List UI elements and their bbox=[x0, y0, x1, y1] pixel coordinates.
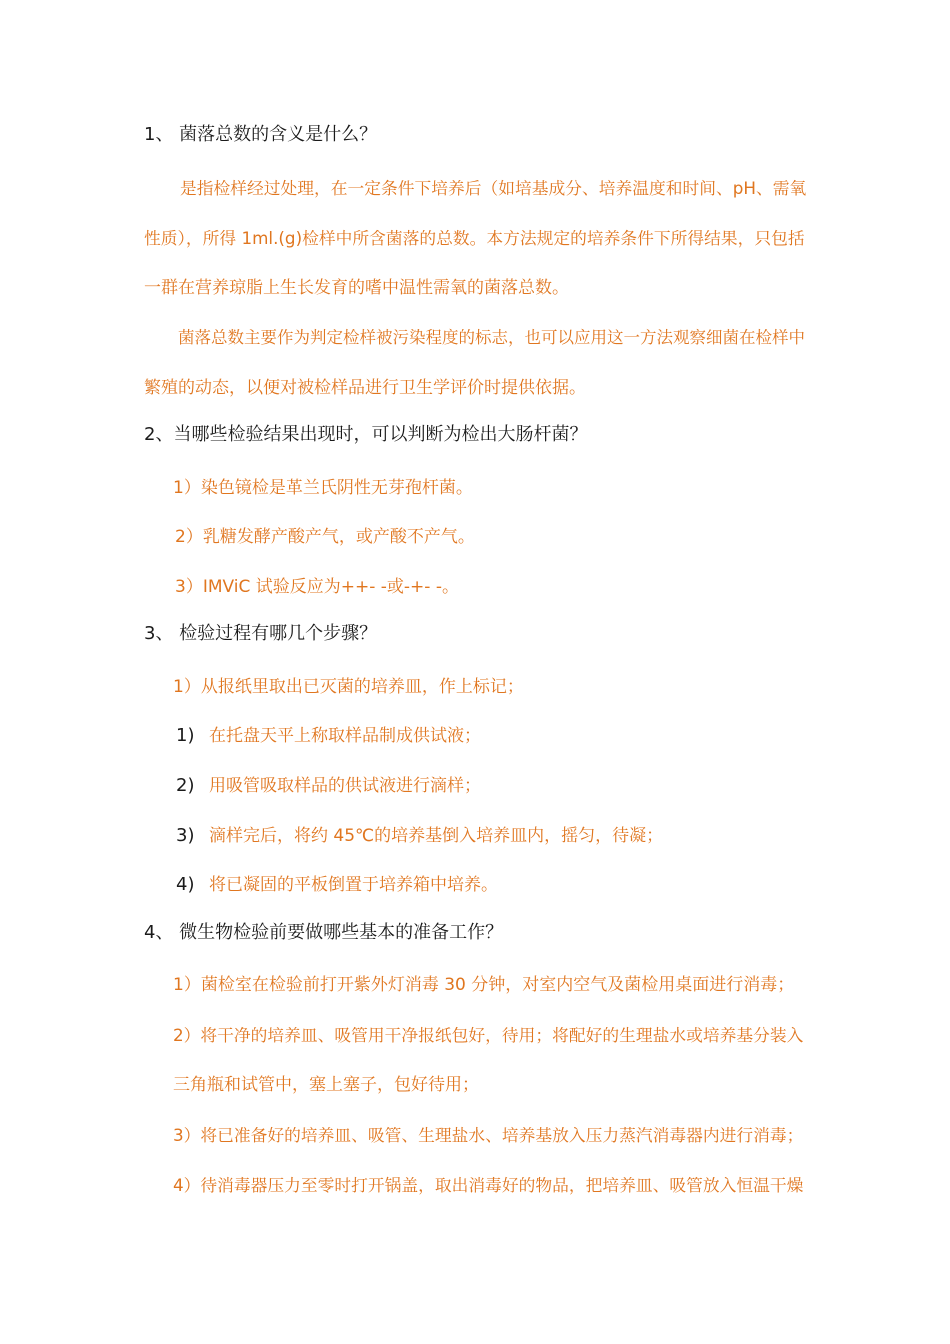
step-row bbox=[176, 775, 481, 797]
answer-2-item-1: 1）染色镜检是革兰氏阴性无芽孢杆菌。 bbox=[173, 478, 473, 498]
answer-2-item-3: 3）IMViC 试验反应为++- -或-+- -。 bbox=[175, 577, 459, 597]
step-text: 滴样完后，将约 45℃的培养基倒入培养皿内，摇匀，待凝； bbox=[209, 826, 664, 846]
answer-4-line-1: 1）菌检室在检验前打开紫外灯消毒 30 分钟，对室内空气及菌检用桌面进行消毒； bbox=[173, 975, 795, 995]
step-text: 用吸管吸取样品的供试液进行滴样； bbox=[209, 776, 481, 796]
answer-1-line-3: 一群在营养琼脂上生长发育的嗜中温性需氧的菌落总数。 bbox=[144, 278, 569, 298]
answer-1-line-4: 菌落总数主要作为判定检样被污染程度的标志，也可以应用这一方法观察细菌在检样中 bbox=[178, 328, 805, 347]
question-4: 4、 微生物检验前要做哪些基本的准备工作？ bbox=[144, 922, 504, 943]
step-row bbox=[176, 874, 498, 896]
step-row bbox=[176, 725, 481, 747]
answer-4-line-2: 2）将干净的培养皿、吸管用干净报纸包好，待用；将配好的生理盐水或培养基分装入 bbox=[173, 1025, 804, 1045]
step-text: 将已凝固的平板倒置于培养箱中培养。 bbox=[209, 875, 498, 895]
question-1: 1、 菌落总数的含义是什么？ bbox=[144, 124, 378, 145]
answer-1-line-5: 繁殖的动态，以便对被检样品进行卫生学评价时提供依据。 bbox=[144, 378, 586, 398]
step-text: 在托盘天平上称取样品制成供试液； bbox=[209, 726, 481, 746]
answer-4-line-4: 3）将已准备好的培养皿、吸管、生理盐水、培养基放入压力蒸汽消毒器内进行消毒； bbox=[173, 1125, 804, 1145]
step-row bbox=[176, 825, 663, 847]
step-number: 2) bbox=[176, 775, 195, 796]
step-number: 4) bbox=[176, 874, 195, 895]
answer-1-line-2: 性质），所得 1ml.(g)检样中所含菌落的总数。本方法规定的培养条件下所得结果，只包括 bbox=[144, 228, 805, 248]
answer-4-line-3: 三角瓶和试管中，塞上塞子，包好待用； bbox=[173, 1075, 479, 1095]
question-3: 3、 检验过程有哪几个步骤？ bbox=[144, 623, 378, 644]
step-number: 3) bbox=[176, 825, 195, 846]
answer-4-line-5: 4）待消毒器压力至零时打开锅盖，取出消毒好的物品，把培养皿、吸管放入恒温干燥 bbox=[173, 1175, 804, 1195]
answer-1-line-1: 是指检样经过处理，在一定条件下培养后（如培基成分、培养温度和时间、pH、需氧 bbox=[180, 178, 807, 198]
question-2: 2、当哪些检验结果出现时，可以判断为检出大肠杆菌？ bbox=[144, 424, 588, 445]
answer-3-first-step: 1）从报纸里取出已灭菌的培养皿，作上标记； bbox=[173, 677, 524, 697]
answer-2-item-2: 2）乳糖发酵产酸产气，或产酸不产气。 bbox=[175, 527, 475, 547]
step-number: 1) bbox=[176, 725, 195, 746]
